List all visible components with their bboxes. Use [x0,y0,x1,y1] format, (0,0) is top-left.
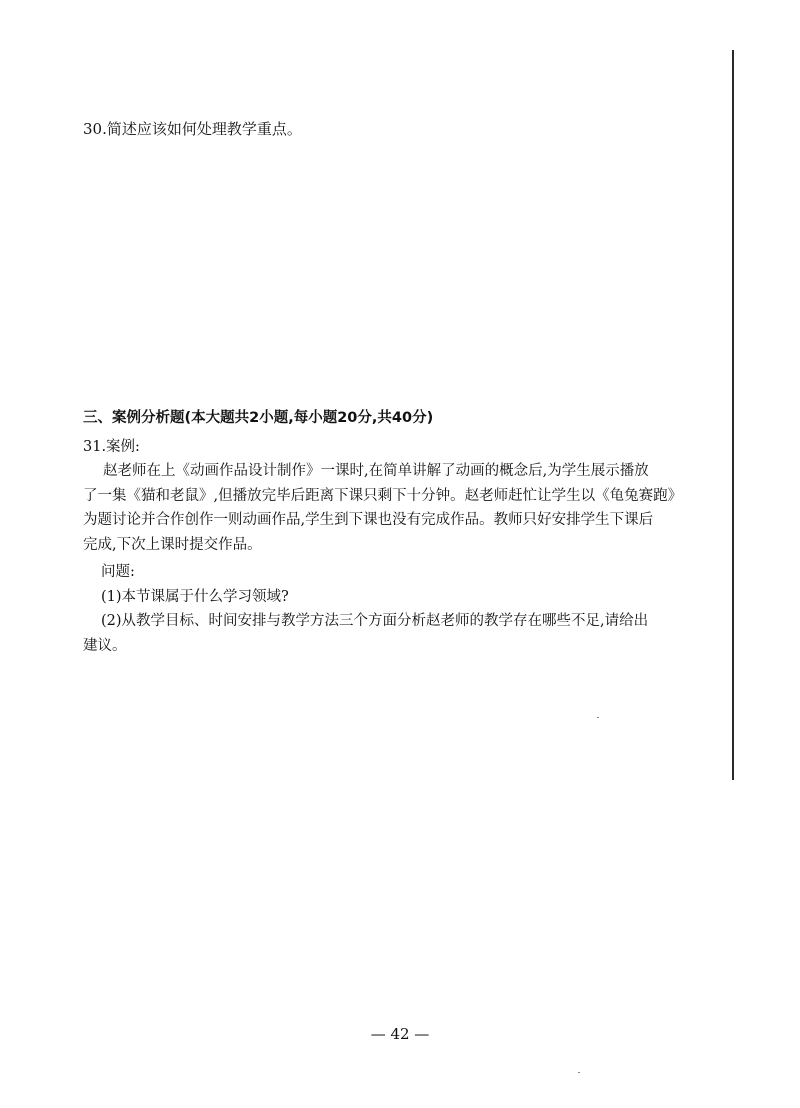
case-line: 为题讨论并合作创作一则动画作品,学生到下课也没有完成作品。教师只好安排学生下课后 [83,512,654,528]
sub-question-2-continued: 建议。 [83,637,127,654]
sub-question-2: (2)从教学目标、时间安排与教学方法三个方面分析赵老师的教学存在哪些不足,请给出 [101,613,649,629]
page-number: — 42 — [370,1025,430,1043]
scan-speck [578,1072,580,1073]
case-line: 了一集《猫和老鼠》,但播放完毕后距离下课只剩下十分钟。赵老师赶忙让学生以《龟兔赛跑》 [83,487,683,504]
scan-speck [597,717,599,718]
question-31-label: 31.案例: [83,439,140,455]
sub-questions [83,560,673,658]
case-line: 完成,下次上课时提交作品。 [83,536,262,553]
case-description [83,459,683,557]
sub-question-1: (1)本节课属于什么学习领域? [101,588,289,605]
section-heading: 三、案例分析题(本大题共2小题,每小题20分,共40分) [83,410,434,426]
question-30: 30.简述应该如何处理教学重点。 [83,120,302,138]
case-line: 赵老师在上《动画作品设计制作》一课时,在简单讲解了动画的概念后,为学生展示播放 [103,463,649,479]
margin-rule [732,50,734,780]
questions-label: 问题: [101,564,135,580]
